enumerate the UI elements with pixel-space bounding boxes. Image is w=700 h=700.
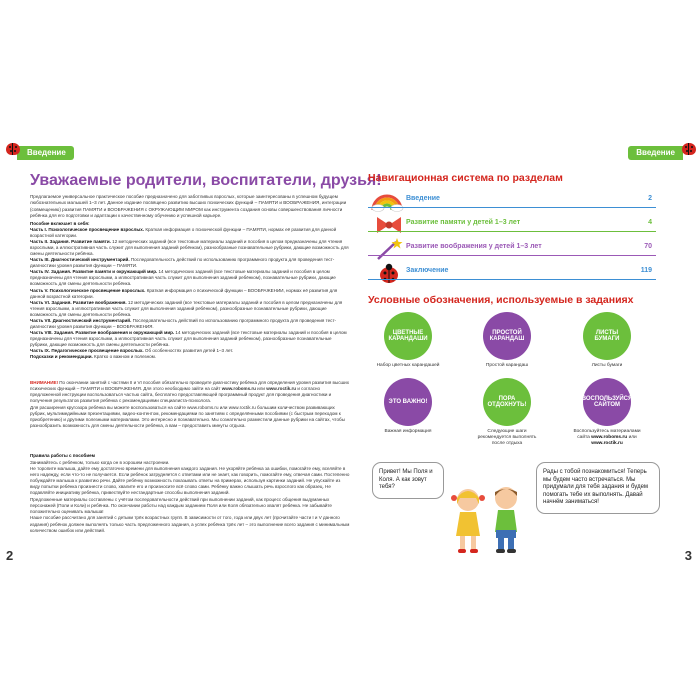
important-icon: ЭТО ВАЖНО!: [384, 378, 432, 426]
rules-paragraph: Наше пособие рассчитано для занятий с детьми трёх возрастных групп. В зависимости от того, года или двух лет (прочитайте части I и V данного издания) ребёнок должен выполнять только часть предложенного задания, а успех ребёнка трёх лет – это выполнение всего задания с минимальным количеством ошибок или действий.: [30, 515, 350, 533]
nav-item-conclusion[interactable]: Заключение 119: [368, 262, 656, 280]
website-icon: ВОСПОЛЬЗУЙСЯ САЙТОМ: [583, 378, 631, 426]
contents-title: Пособие включает в себя:: [30, 221, 90, 226]
nav-item-memory[interactable]: Развитие памяти у детей 1–3 лет 4: [368, 214, 656, 232]
section-tab-right[interactable]: Введение: [628, 146, 683, 160]
list-item: Часть VIII. Задания. Развитие воображения и окружающий мир. 14 методических заданий (все текстовые материалы заданий и пособия в целом предназначены для чтения взрослыми, а иллюстративная часть служит для выполнения заданий ребёнком), разнообразные познавательные рубрики, дающие возможность для смены деятельности ребёнка.: [30, 329, 347, 347]
speech-bubble-left: Привет! Мы Поля и Коля. А как зовут тебя?: [372, 462, 444, 499]
site-link[interactable]: www.roctik.ru: [266, 386, 297, 392]
site-paragraph: Для расширения кругозора ребёнка вы можете воспользоваться на сайте www.roboms.ru или www.roctik.ru большим количеством развивающих рубрик, мультимедийными презентациями, видео-контентом, рекомендациями по занятиям с определёнными пособиями (с быстрым переходом к приобретению) и другими полезными материалами. Это интересно и познавательно. Мы сознательно разместили данные рубрики на сайтах, чтобы разнообразить возможность для смены деятельности ребёнка, а вам – предоставить минуты отдыха.: [30, 404, 345, 428]
list-item: Часть IX. Педагогическое просвещение взрослых. Об особенностях развития детей 1–3 лет.: [30, 347, 234, 353]
section-tab-left[interactable]: Введение: [17, 146, 74, 160]
legend-caption: Важная информация: [384, 429, 432, 434]
legend-caption: Набор цветных карандашей: [376, 363, 440, 368]
pencil-icon: ПРОСТОЙ КАРАНДАШ: [483, 312, 531, 360]
rest-clock-icon: ПОРА ОТДОХНУТЬ!: [483, 378, 531, 426]
list-item: Подсказки и рекомендации. Кратко о важном и полезном.: [30, 354, 157, 360]
page-number-right: 3: [684, 548, 692, 563]
contents-list: [30, 221, 350, 360]
legend-title: Условные обозначения, используемые в заданиях: [368, 294, 634, 306]
rules-title: Правила работы с пособием: [30, 453, 95, 458]
page-title: Уважаемые родители, воспитатели, друзья!: [30, 172, 382, 189]
attention-label: ВНИМАНИЕ!: [30, 380, 59, 385]
list-item: Часть IV. Задания. Развитие памяти и окружающий мир. 14 методических заданий (все текстовые материалы заданий и пособия в целом предназначены для чтения взрослыми, а иллюстративная часть служит для выполнения заданий ребёнком), познавательные рубрики, дающие возможность для смены деятельности ребёнка.: [30, 269, 336, 287]
list-item: Часть III. Диагностический инструментарий. Последовательность действий по использованию программного продукта для проведения тест-диагностики уровня развития функции – ПАМЯТИ.: [30, 257, 335, 269]
ladybug-icon: [6, 143, 20, 155]
rules-block: [30, 453, 350, 534]
list-item: Часть V. Психологическое просвещение взрослых. Краткая информация о психической функции – ВООБРАЖЕНИИ, нормах её развития для данной возрастной категории.: [30, 287, 338, 299]
list-item: Часть II. Задания. Развитие памяти. 12 методических заданий (все текстовые материалы заданий и пособия в целом предназначены для чтения взрослыми, а иллюстративная часть служит для выполнения заданий ребёнком), разнообразные познавательные рубрики, дающие возможность для смены деятельности ребёнка.: [30, 239, 349, 257]
colored-pencils-icon: ЦВЕТНЫЕ КАРАНДАШИ: [384, 312, 432, 360]
nav-item-intro[interactable]: Введение 2: [368, 190, 656, 208]
rules-paragraph: Занимайтесь с ребёнком, только когда он в хорошем настроении.: [30, 459, 170, 465]
legend-caption: Простой карандаш: [485, 363, 529, 368]
list-item: Часть I. Психологическое просвещение взрослых. Краткая информация о психической функции – ПАМЯТИ, нормах её развития для данной возрастной категории.: [30, 227, 337, 239]
intro-paragraph: Предлагаемое универсальное практическое пособие предназначено для заботливых взрослых, которые заинтересованы в успешном будущем любознательных малышей 1–3 лет. Данное издание посвящено развитию высших психических функций – ПАМЯТИ и ВОOБРАЖЕНИЯ, интеграции (совмещению) развития ПАМЯТИ и ВООБРАЖЕНИЯ с ОКРУЖАЮЩИМ МИРОМ как инструмента создания основы совершенствования личности ребёнка для его подготовки и адаптации к качественному обучению и успешной карьере.: [30, 194, 347, 219]
list-item: Часть VI. Задания. Развитие воображения. 12 методических заданий (все текстовые материалы заданий и пособия в целом предназначены для чтения взрослыми, а иллюстративная часть служит для выполнения заданий ребёнком), разнообразные познавательные рубрики, дающие возможность для смены деятельности ребёнка.: [30, 299, 343, 317]
legend-caption: Следующие шаги рекомендуется выполнять после отдыха: [477, 429, 537, 446]
page-number-left: 2: [6, 548, 14, 563]
speech-bubble-right: Рады с тобой познакомиться! Теперь мы будем часто встречаться. Мы придумали для тебя задания и будем помогать тебе их выполнять. Давай начнём заниматься!: [536, 462, 660, 514]
attention-block: ВНИМАНИЕ! По окончании занятий с частями II и VI пособия обязательно проведите диагностику ребёнка для определения уровня развития высших психических функций – ПАМЯТИ и ВООБРАЖЕНИЯ. Для этого необходимо зайти на сайт www.roboms.ru или www.roctik.ru и согласно предложенной инструкции воспользоваться частью сайта, бесплатно предоставляющей программный продукт для проведения диагностики и получения результатов развития ребёнка с рекомендациями специалиста-психолога. Для расширения кругозора ребёнка вы можете воспользоваться на сайте www.roboms.ru или www.roctik.ru большим количеством развивающих рубрик, мультимедийными презентациями, видео-контентом, рекомендациями по занятиям с определёнными пособиями (с быстрым переходом к приобретению) и другими полезными материалами. Это интересно и познавательно. Мы сознательно разместили данные рубрики на сайтах, чтобы разнообразить возможность для смены деятельности ребёнка, а вам – предоставить минуты отдыха.: [30, 380, 349, 428]
navigation-title: Навигационная система по разделам: [368, 172, 563, 184]
legend-caption: Воспользуйтесь материалами сайта www.roboms.ru или www.roctik.ru: [573, 429, 641, 446]
ladybug-icon: [682, 143, 696, 155]
site-link[interactable]: www.roctik.ru: [591, 441, 623, 446]
legend-caption: Листы бумаги: [591, 363, 623, 368]
site-link[interactable]: www.roboms.ru: [221, 386, 256, 392]
children-illustration: [438, 478, 538, 558]
site-link[interactable]: www.roboms.ru: [591, 435, 628, 440]
list-item: Часть VII. Диагностический инструментарий. Последовательность действий по использованию программного продукта для проведения тест-диагностики уровня развития функции – ВООБРАЖЕНИЯ.: [30, 317, 337, 329]
rules-paragraph: Предложенные материалы составлены с учётом последовательности действий при выполнении заданий, как процесс общения выдуманных персонажей (Поли и Коли) и ребёнка. По окончании работы над каждым заданием Поля или Коля обязательно хвалят ребёнка. Не забывайте положительно оценивать малыша!: [30, 496, 332, 514]
paper-sheets-icon: ЛИСТЫ БУМАГИ: [583, 312, 631, 360]
nav-item-imagination[interactable]: Развитие воображения у детей 1–3 лет 70: [368, 238, 656, 256]
rules-paragraph: Не торопите малыша, дайте ему достаточно времени для выполнения каждого задания. Не укоряйте ребёнка за ошибки, помогайте ему, вселяйте в него надежду, если что-то не получается. Если ребёнок затрудняется с ответами или не знает, как говорить, помогайте ему, отвечая сами. Постепенно побуждайте малыша к развитию речи. Дайте ребёнку возможность показывать ответы на примерах, используя картинки заданий. Не упускайте из виду попытки ребёнка произнести слово, хвалите его и произносите всё слово сами. Ребёнку важно слышать речь взрослого как образец. Не подавляйте инициативу ребёнка, привествуйте нестандартные способы выполнения заданий.: [30, 466, 350, 496]
